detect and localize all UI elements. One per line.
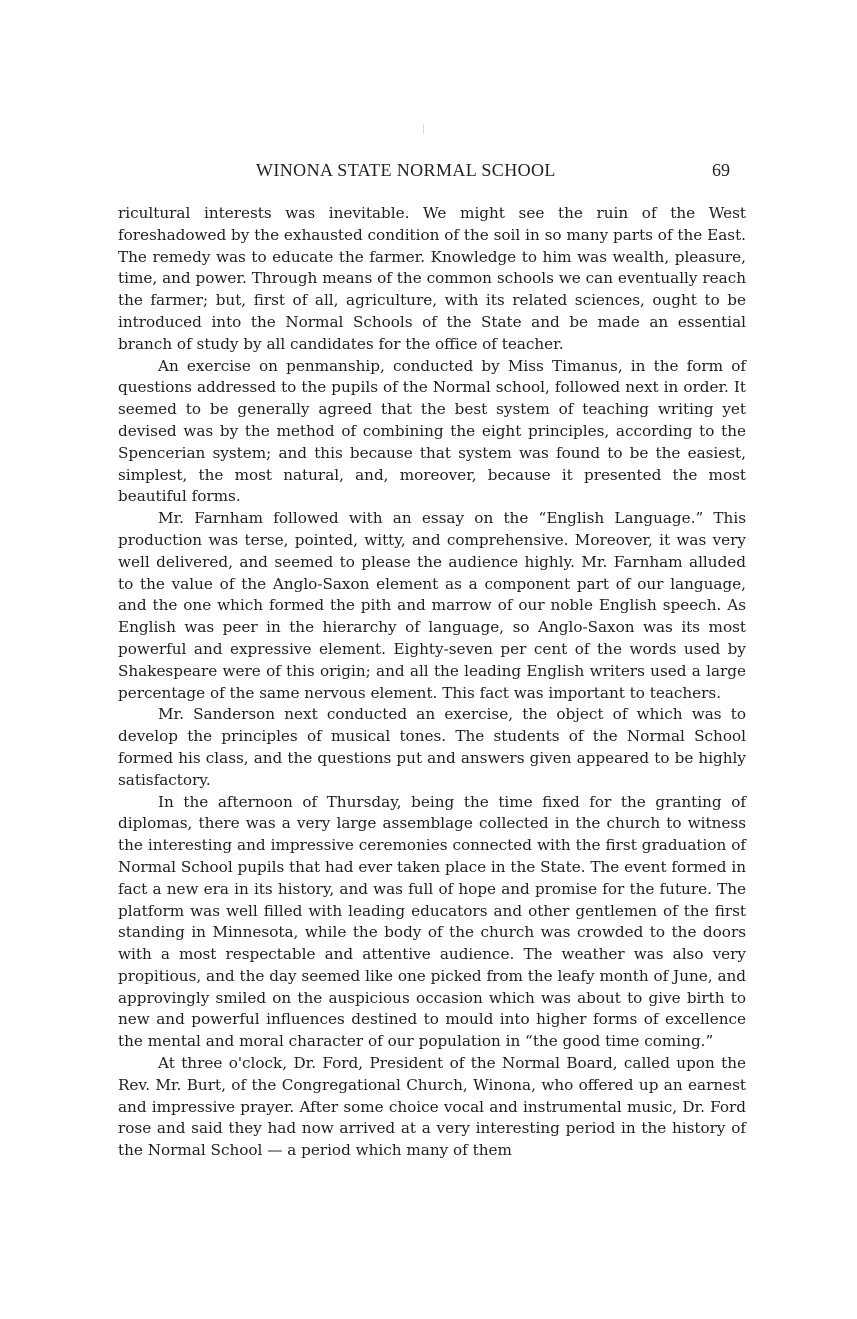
paragraph-english-language: Mr. Farnham followed with an essay on the “English Language.” This production was terse, pointed, witty, and comprehensive. Moreover, it was very well delivered, and seemed to please the audience highly. Mr. Farnham alluded to the value of the Anglo-Saxon element as a component part of our language, and the one which formed the pith and marrow of our noble English speech. As English was peer in the hierarchy of language, so Anglo-Saxon was its most powerful and expressive element. Eighty-seven per cent of the words used by Shakespeare were of this origin; and all the leading English writers used a large percentage of the same nervous element. This fact was important to teachers. [118,509,746,702]
paragraph-continued: ricultural interests was inevitable. We might see the ruin of the West foreshadowed by the exhausted condition of the soil in so many parts of the East. The remedy was to educate the farmer. Knowledge to him was wealth, pleasure, time, and power. Through means of the common schools we can eventually reach the farmer; but, first of all, agriculture, with its related sciences, ought to be introduced into the Normal Schools of the State and be made an essential branch of study by all candidates for the office of teacher. [118,204,746,353]
scan-mark [423,124,424,134]
paragraph-ceremony-opening: At three o'clock, Dr. Ford, President of the Normal Board, called upon the Rev. Mr. Burt, of the Congregational Church, Winona, who offered up an earnest and impressive prayer. After some choice vocal and instrumental music, Dr. Ford rose and said they had now arrived at a very interesting period in the history of the Normal School — a period which many of them [118,1054,746,1160]
page-number: 69 [712,160,730,180]
running-header-title: WINONA STATE NORMAL SCHOOL [256,160,556,180]
paragraph-penmanship: An exercise on penmanship, conducted by Miss Timanus, in the form of questions addressed to the pupils of the Normal school, followed next in order. It seemed to be generally agreed that the best system of teaching writing yet devised was by the method of combining the eight principles, according to the Spencerian system; and this because that system was found to be the easiest, simplest, the most natural, and, moreover, because it presented the most beautiful forms. [118,356,746,506]
paragraph-diplomas: In the afternoon of Thursday, being the time fixed for the granting of diplomas, there was a very large assemblage collected in the church to witness the interesting and impressive ceremonies connected with the first graduation of Normal School pupils that had ever taken place in the State. The event formed in fact a new era in its history, and was full of hope and promise for the future. The platform was well filled with leading educators and other gentlemen of the first standing in Minnesota, while the body of the church was crowded to the doors with a most respectable and attentive audience. The weather was also very propitious, and the day seemed like one picked from the leafy month of June, and approvingly smiled on the auspicious occasion which was about to give birth to new and powerful influences destined to mould into higher forms of excellence the mental and moral character of our population in “the good time coming.” [118,792,746,1051]
paragraph-musical-tones: Mr. Sanderson next conducted an exercise, the object of which was to develop the principles of musical tones. The students of the Normal School formed his class, and the questions put and answers given appeared to be highly satisfactory. [118,705,746,789]
body-text [118,203,746,1162]
